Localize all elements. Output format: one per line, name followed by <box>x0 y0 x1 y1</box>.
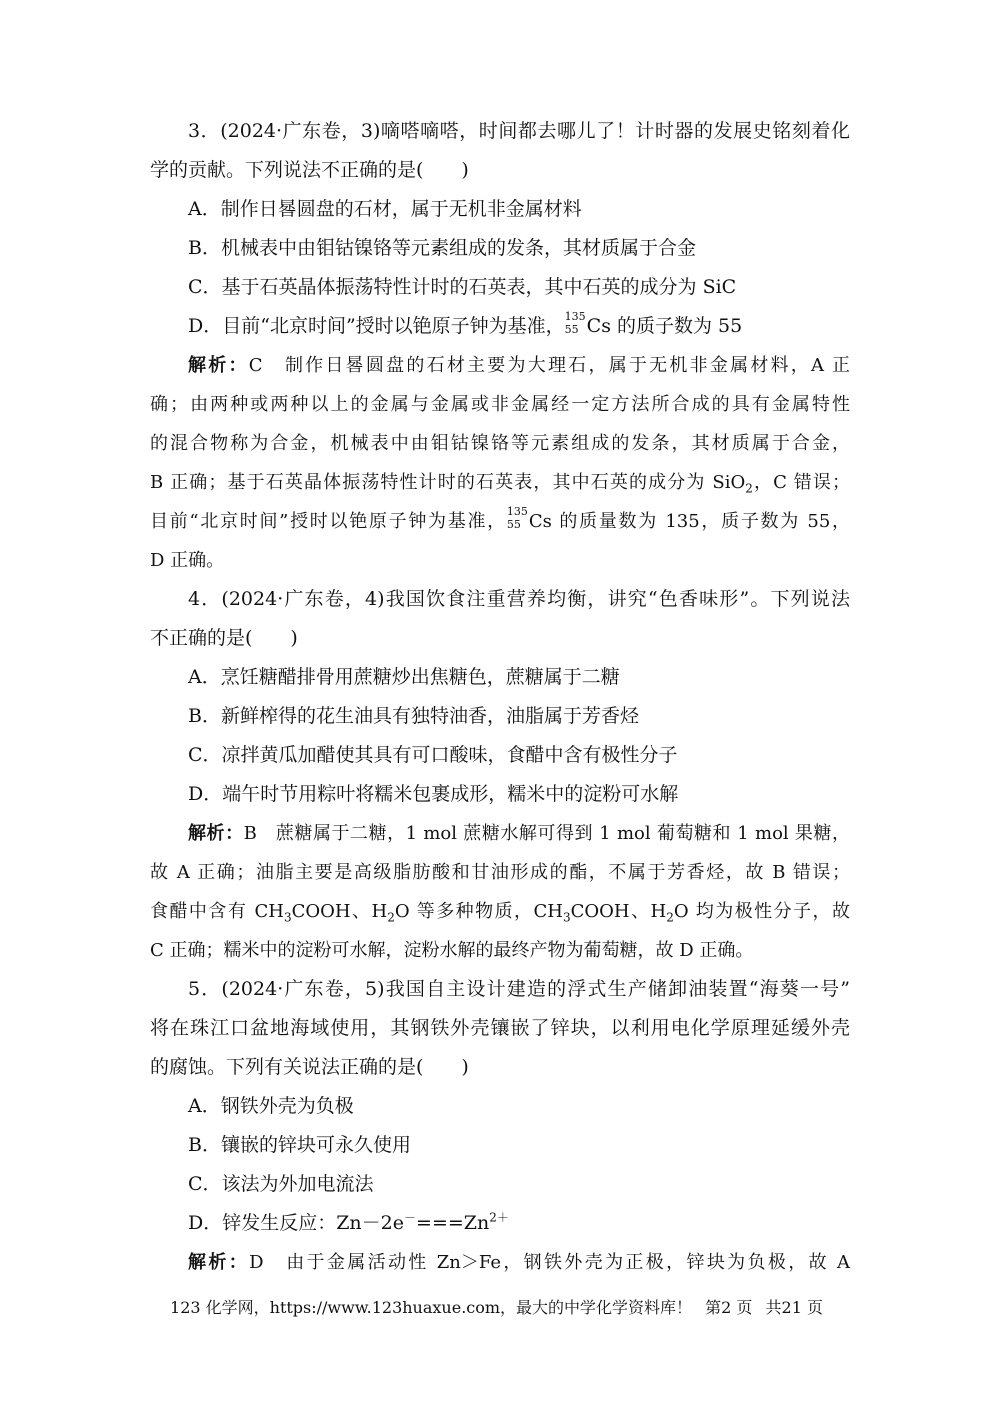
q4-option-b: B．新鲜榨得的花生油具有独特油香，油脂属于芳香烃 <box>188 705 639 727</box>
q5-option-d-text-b: ===Zn <box>416 1212 490 1234</box>
q5-analysis-line-1 <box>150 1243 850 1282</box>
q3-option-d-text: D．目前“北京时间”授时以铯原子钟为基准， <box>188 315 565 337</box>
q3-stem-line-2: 学的贡献。下列说法不正确的是( ) <box>150 159 469 181</box>
subscript: 2 <box>387 910 395 925</box>
q4-stem-line-2: 不正确的是( ) <box>150 627 298 649</box>
q3-option-d-tail: 的质子数为 55 <box>610 315 743 337</box>
q3-option-d <box>150 307 850 346</box>
isotope-mass-number: 135 <box>564 310 586 323</box>
q3-analysis-text-5a: 目前“北京时间”授时以铯原子钟为基准， <box>150 511 507 532</box>
q4-option-a: A．烹饪糖醋排骨用蔗糖炒出焦糖色，蔗糖属于二糖 <box>188 666 620 688</box>
q3-analysis-line-1 <box>150 346 850 385</box>
q4-option-c: C．凉拌黄瓜加醋使其具有可口酸味，食醋中含有极性分子 <box>188 744 678 766</box>
page-footer <box>0 1296 993 1320</box>
q3-stem-line-1: 3．(2024·广东卷，3)嘀嗒嘀嗒，时间都去哪儿了！计时器的发展史铭刻着化 <box>188 120 850 142</box>
footer-site-text: 123 化学网，https://www.123huaxue.com，最大的中学化学资料库！ <box>170 1298 693 1317</box>
q4-analysis-line-4: C 正确；糯米中的淀粉可水解，淀粉水解的最终产物为葡萄糖，故 D 正确。 <box>150 940 754 961</box>
q3-analysis-text-4b: ，C 错误； <box>752 472 851 493</box>
q3-analysis-line-6: D 正确。 <box>150 550 225 571</box>
q4-analysis-line-2: 故 A 正确；油脂主要是高级脂肪酸和甘油形成的酯，不属于芳香烃，故 B 错误； <box>150 862 850 883</box>
q4-analysis-text-3a: 食醋中含有 CH <box>150 901 284 922</box>
analysis-label: 解析： <box>188 355 249 376</box>
isotope-mass-number: 135 <box>506 505 528 518</box>
q5-stem-line-3: 的腐蚀。下列有关说法正确的是( ) <box>150 1056 469 1078</box>
q4-analysis-line-3 <box>150 892 850 931</box>
cs-isotope <box>564 310 587 336</box>
q4-analysis-text-3d: COOH、H <box>570 901 667 922</box>
analysis-label: 解析： <box>188 823 244 844</box>
q5-option-c: C．该法为外加电流法 <box>188 1173 374 1195</box>
q5-option-a: A．钢铁外壳为负极 <box>188 1095 354 1117</box>
cs-isotope-2 <box>506 505 529 531</box>
q5-option-b: B．镶嵌的锌块可永久使用 <box>188 1134 411 1156</box>
isotope-symbol: Cs <box>528 511 552 532</box>
isotope-symbol: Cs <box>586 315 611 337</box>
q4-analysis-text-3c: O 等多种物质，CH <box>394 901 563 922</box>
q3-option-a: A．制作日晷圆盘的石材，属于无机非金属材料 <box>188 198 582 220</box>
q3-analysis-line-5 <box>150 502 850 541</box>
superscript: － <box>404 1210 417 1225</box>
q4-analysis-text-1: B 蔗糖属于二糖，1 mol 蔗糖水解可得到 1 mol 葡萄糖和 1 mol 果糖， <box>243 823 851 844</box>
superscript: 2＋ <box>489 1210 509 1225</box>
q3-analysis-text-5b: 的质量数为 135，质子数为 55， <box>551 511 850 532</box>
q5-analysis-text-1: D 由于金属活动性 Zn＞Fe，钢铁外壳为正极，锌块为负极，故 A <box>249 1252 850 1273</box>
q4-option-d: D．端午时节用粽叶将糯米包裹成形，糯米中的淀粉可水解 <box>188 783 679 805</box>
q3-analysis-line-3: 的混合物称为合金，机械表中由钼钴镍铬等元素组成的发条，其材质属于合金， <box>150 433 850 454</box>
footer-total-pages: 共21 页 <box>765 1298 823 1317</box>
subscript: 2 <box>666 910 674 925</box>
q3-analysis-line-4 <box>150 463 850 502</box>
q5-option-d <box>150 1204 850 1243</box>
q4-analysis-text-3b: COOH、H <box>291 901 388 922</box>
q4-analysis-line-1 <box>150 814 850 853</box>
q5-option-d-text-a: D．锌发生反应：Zn－2e <box>188 1212 405 1234</box>
document-body <box>150 112 850 1282</box>
q3-option-c: C．基于石英晶体振荡特性计时的石英表，其中石英的成分为 SiC <box>188 276 737 298</box>
q5-stem-line-2: 将在珠江口盆地海域使用，其钢铁外壳镶嵌了锌块，以利用电化学原理延缓外壳 <box>150 1017 850 1039</box>
analysis-label: 解析： <box>188 1252 250 1273</box>
q3-option-b: B．机械表中由钼钴镍铬等元素组成的发条，其材质属于合金 <box>188 237 696 259</box>
q3-analysis-text-4a: B 正确；基于石英晶体振荡特性计时的石英表，其中石英的成分为 SiO <box>150 472 746 493</box>
subscript: 2 <box>745 481 753 496</box>
q3-analysis-line-2: 确；由两种或两种以上的金属与金属或非金属经一定方法所合成的具有金属特性 <box>150 394 850 415</box>
subscript: 3 <box>562 910 571 925</box>
q4-analysis-text-3e: O 均为极性分子，故 <box>673 901 851 922</box>
q4-stem-line-1: 4．(2024·广东卷，4)我国饮食注重营养均衡，讲究“色香味形”。下列说法 <box>188 588 850 610</box>
footer-page-number: 第2 页 <box>705 1298 753 1317</box>
subscript: 3 <box>283 910 292 925</box>
isotope-atomic-number: 55 <box>564 323 579 336</box>
q5-stem-line-1: 5．(2024·广东卷，5)我国自主设计建造的浮式生产储卸油装置“海葵一号” <box>188 978 850 1000</box>
q3-analysis-text-1: C 制作日晷圆盘的石材主要为大理石，属于无机非金属材料，A 正 <box>248 355 850 376</box>
isotope-atomic-number: 55 <box>506 518 521 531</box>
